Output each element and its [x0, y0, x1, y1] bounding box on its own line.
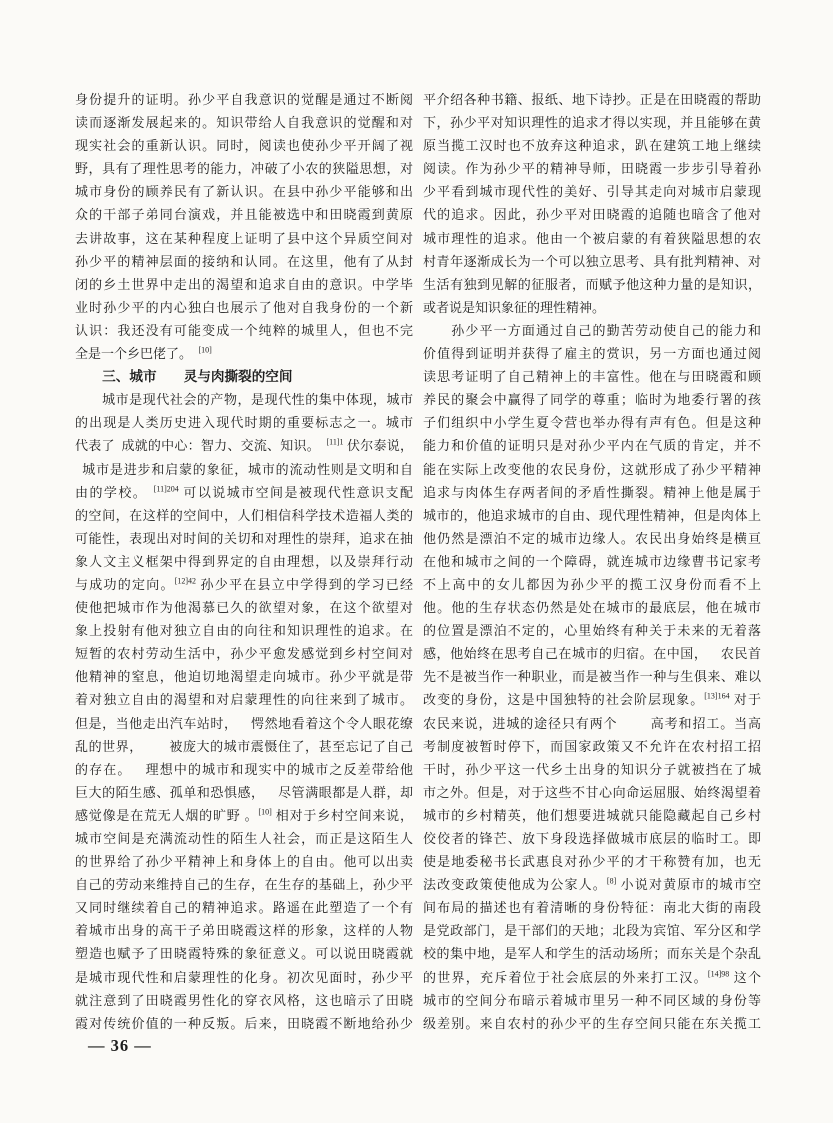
text-line: 价值得到证明并获得了雇主的赏识，另一方面也通过阅 [423, 346, 761, 362]
text-line: 间布局的描述也有着清晰的身份特征：南北大街的南段 [423, 900, 761, 916]
text-line: 霞对传统价值的一种反叛。后来，田晓霞不断地给孙少 [75, 1015, 413, 1031]
text-line: 读而逐渐发展起来的。知识带给人自我意识的觉醒和对 [75, 115, 413, 131]
text-line: 短暂的农村劳动生活中，孙少平愈发感觉到乡村空间对 [75, 646, 413, 662]
text-line: 在他和城市之间的一个障碍，就连城市边缘曹书记家考 [423, 553, 761, 569]
text-line: 现实社会的重新认识。同时，阅读也使孙少平开阔了视 [75, 138, 413, 154]
text-line: 使他把城市作为他渴慕已久的欲望对象，在这个欲望对 [75, 600, 413, 616]
text-line: 塑造也赋予了田晓霞特殊的象征意义。可以说田晓霞就 [75, 946, 413, 962]
citation-marker: [11]204 [153, 484, 179, 494]
page-number: — 36 — [88, 1036, 152, 1055]
text-line: 下，孙少平对知识理性的追求才得以实现，并且能够在黄 [423, 115, 761, 131]
text-line: 的世界给了孙少平精神上和身体上的自由。他可以出卖 [75, 854, 413, 870]
text-line: 平介绍各种书籍、报纸、地下诗抄。正是在田晓霞的帮助 [423, 92, 761, 107]
text-line: 考制度被暂时停下，而国家政策又不允许在农村招工招 [423, 738, 761, 754]
text-line: 城市的乡村精英，他们想要进城就只能隐藏起自己乡村 [423, 807, 761, 823]
text-line: 感，他始终在思考自己在城市的归宿。在中国， 农民首 [423, 646, 761, 662]
text-line: 追求与肉体生存两者间的矛盾性撕裂。精神上他是属于 [423, 484, 761, 500]
text-line: 城市的空间分布暗示着城市里另一种不同区域的身份等 [423, 992, 761, 1008]
text-line: 与成功的定向。$^{[12]42}$ 孙少平在县立中学得到的学习已经 [75, 576, 413, 592]
text-line: 市之外。但是，对于这些不甘心向命运屈服、始终渴望着 [423, 784, 761, 800]
text-line: 感觉像是在荒无人烟的旷野 。[10] 相对于乡村空间来说， [75, 807, 413, 823]
text-line: 他仍然是漂泊不定的城市边缘人。农民出身始终是横亘 [423, 530, 761, 546]
text-line: 先不是被当作一种职业，而是被当作一种与生俱来、难以 [423, 669, 761, 685]
text-line: 改变的身份，这是中国独特的社会阶层现象。$^{[13]164}$ 对于 [423, 692, 761, 708]
text-line: 但是，当他走出汽车站时， 愕然地看着这个令人眼花缭 [75, 715, 413, 731]
text-line: 使是地委秘书长武惠良对孙少平的才干称赞有加，也无 [423, 854, 761, 870]
text-line: 他精神的窒息，他迫切地渴望走向城市。孙少平就是带 [75, 669, 413, 685]
column-left [75, 88, 413, 1035]
citation-marker: [11]1 [326, 438, 344, 448]
text-line: 孙少平一方面通过自己的勤苦劳动使自己的能力和 [423, 322, 761, 338]
text-line: 闭的乡土世界中走出的渴望和追求自由的意识。中学毕 [75, 276, 413, 292]
text-line: 法改变政策使他成为公家人。[8] 小说对黄原市的城市空 [423, 876, 761, 893]
text-line: 佼佼者的锋芒、放下身段选择做城市底层的临时工。即 [423, 831, 761, 846]
citation-marker: [12]42 [174, 576, 197, 586]
text-line: 子们组织中小学生夏令营也举办得有声有色。但是这种 [423, 415, 761, 431]
text-line: 就注意到了田晓霞男性化的穿衣风格，这也暗示了田晓 [75, 992, 413, 1008]
text-line: 乱的世界， 被庞大的城市震慑住了，甚至忘记了自己 [75, 738, 413, 754]
text-line: 的空间，在这样的空间中，人们相信科学技术造福人类的 [75, 507, 413, 523]
text-line: 的出现是人类历史进入现代时期的重要标志之一。城市 [75, 415, 413, 431]
text-line: 能在实际上改变他的农民身份，这就形成了孙少平精神 [423, 461, 761, 477]
text-line: 野，具有了理性思考的能力，冲破了小农的狭隘思想，对 [75, 161, 413, 177]
text-line: 原当揽工汉时也不放弃这种追求，趴在建筑工地上继续 [423, 138, 761, 154]
text-line: 少平看到城市现代性的美好、引导其走向对城市启蒙现 [423, 184, 761, 200]
text-line: 村青年逐渐成长为一个可以独立思考、具有批判精神、对 [423, 253, 761, 269]
citation-marker: [8] [606, 876, 617, 886]
section-heading: 三、城市 灵与肉撕裂的空间 [75, 369, 293, 385]
text-line: 自己的劳动来维持自己的生存，在生存的基础上，孙少平 [75, 877, 413, 893]
text-line: 城市身份的顾养民有了新认识。在县中孙少平能够和出 [75, 184, 413, 200]
text-line: 又同时继续着自己的精神追求。路遥在此塑造了一个有 [75, 900, 413, 916]
text-line: 干时，孙少平这一代乡土出身的知识分子就被挡在了城 [423, 761, 761, 777]
text-line: 城市是进步和启蒙的象征，城市的流动性则是文明和自 [75, 461, 413, 477]
text-line: 的位置是漂泊不定的，心里始终有种关于未来的无着落 [423, 623, 761, 639]
text-line: 由的学校。 $^{[11]204}$ 可以说城市空间是被现代性意识支配 [75, 484, 413, 500]
text-line: 孙少平的精神层面的接纳和认同。在这里，他有了从封 [75, 253, 413, 269]
text-line: 可能性，表现出对时间的关切和对理性的崇拜，追求在抽 [75, 530, 413, 546]
text-line: 农民来说，进城的途径只有两个 高考和招工。当高 [423, 715, 761, 731]
text-line: 身份提升的证明。孙少平自我意识的觉醒是通过不断阅 [75, 92, 413, 107]
text-line: 的存在。 理想中的城市和现实中的城市之反差带给他 [75, 761, 413, 777]
text-line: 城市是现代社会的产物，是现代性的集中体现，城市 [75, 392, 413, 408]
text-line: 象上投射有他对独立自由的向往和知识理性的追求。在 [75, 623, 413, 639]
text-line: 业时孙少平的内心独白也展示了他对自我身份的一个新 [75, 299, 413, 315]
text-line: 着城市出身的高干子弟田晓霞这样的形象，这样的人物 [75, 923, 413, 939]
text-line: 巨大的陌生感、孤单和恐惧感， 尽管满眼都是人群，却 [75, 784, 413, 800]
text-line: 能力和价值的证明只是对孙少平内在气质的肯定，并不 [423, 438, 761, 454]
text-line: 养民的聚会中赢得了同学的尊重；临时为地委行署的孩 [423, 392, 761, 408]
text-line: 众的干部子弟同台演戏，并且能被选中和田晓霞到黄原 [75, 207, 413, 223]
text-line: 全是一个乡巴佬了。 [10] [75, 345, 212, 362]
text-line: 阅读。作为孙少平的精神导师，田晓霞一步步引导着孙 [423, 161, 761, 177]
citation-marker: [10] [198, 345, 212, 355]
text-line: 是城市现代性和启蒙理性的化身。初次见面时，孙少平 [75, 969, 413, 985]
text-line: 他。他的生存状态仍然是处在城市的最底层，他在城市 [423, 600, 761, 616]
text-line: 代表了 成就的中心：智力、交流、知识。 $^{[11]1}$ 伏尔泰说， [75, 438, 413, 454]
text-line: 的世界，充斥着位于社会底层的外来打工汉。$^{[14]98}$ 这个 [423, 969, 761, 985]
text-line: 级差别。来自农村的孙少平的生存空间只能在东关揽工 [423, 1015, 761, 1031]
text-line: 城市空间是充满流动性的陌生人社会，而正是这陌生人 [75, 831, 413, 846]
citation-marker: [13]164 [704, 692, 730, 702]
text-line: 认识：我还没有可能变成一个纯粹的城里人，但也不完 [75, 322, 413, 338]
text-line: 代的追求。因此，孙少平对田晓霞的追随也暗含了他对 [423, 207, 761, 223]
text-line: 城市理性的追求。他由一个被启蒙的有着狭隘思想的农 [423, 230, 761, 246]
citation-marker: [14]98 [707, 969, 730, 979]
column-right [423, 88, 761, 1035]
citation-marker: [10] [258, 807, 272, 817]
text-line: 校的集中地，是军人和学生的活动场所；而东关是个杂乱 [423, 946, 761, 962]
two-column-text [75, 88, 761, 1035]
text-line: 是党政部门，是干部们的天地；北段为宾馆、军分区和学 [423, 923, 761, 939]
text-line: 生活有独到见解的征服者，而赋予他这种力量的是知识， [423, 276, 761, 292]
text-line: 去讲故事，这在某种程度上证明了县中这个异质空间对 [75, 230, 413, 246]
text-line: 或者说是知识象征的理性精神。 [423, 299, 606, 315]
text-line: 象人文主义框架中得到界定的自由理想，以及崇拜行动 [75, 553, 413, 569]
text-line: 城市的，他追求城市的自由、现代理性精神，但是肉体上 [423, 507, 761, 523]
text-line: 不上高中的女儿都因为孙少平的揽工汉身份而看不上 [423, 576, 761, 592]
text-line: 着对独立自由的渴望和对启蒙理性的向往来到了城市。 [75, 692, 413, 708]
text-line: 读思考证明了自己精神上的丰富性。他在与田晓霞和顾 [423, 369, 761, 385]
